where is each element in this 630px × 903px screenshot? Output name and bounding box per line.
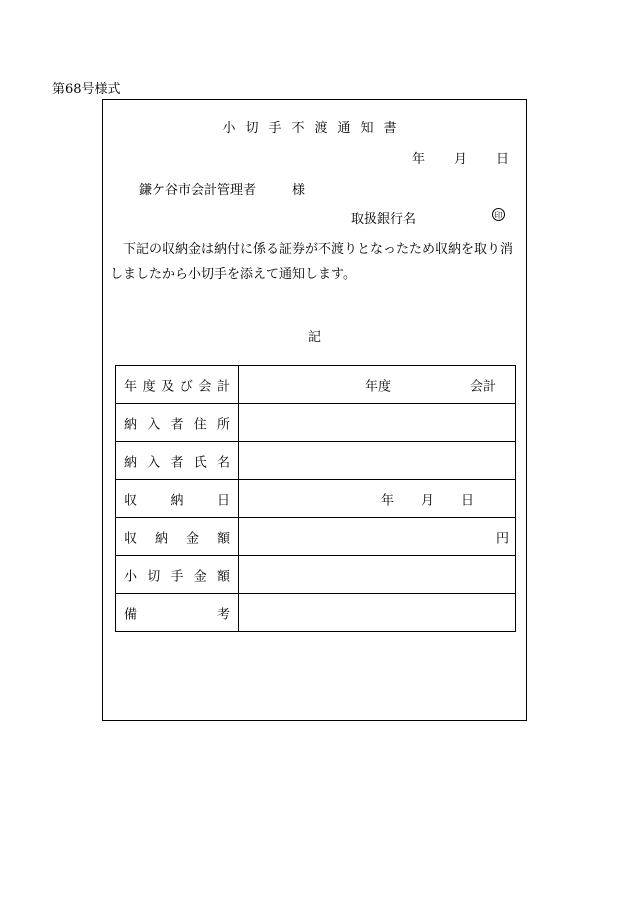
notice-body [110,237,523,287]
row-label-receipt-date: 収 納 日 [116,480,239,518]
remarks-field[interactable] [239,594,516,632]
receipt-day-unit: 日 [461,493,475,508]
date-year-unit: 年 [412,152,426,167]
form-number: 第68号様式 [52,82,121,97]
fiscal-year-field[interactable] [239,366,516,404]
date-month-unit: 月 [454,152,468,167]
row-label-payer-name: 納 入 者 氏 名 [116,442,239,480]
table-row [116,518,516,556]
date-day-unit: 日 [496,152,510,167]
payer-address-field[interactable] [239,404,516,442]
row-label-fiscal-year: 年 度 及 び 会 計 [116,366,239,404]
account-unit: 会計 [470,379,497,394]
ki-heading: 記 [307,330,321,345]
row-label-receipt-amount: 収 納 金 額 [116,518,239,556]
addressee-honorific: 様 [292,183,306,198]
fiscal-year-unit: 年度 [365,379,392,394]
row-label-remarks: 備 考 [116,594,239,632]
notice-body-line-2: しましたから小切手を添えて通知します。 [110,267,356,282]
row-label-payer-address: 納 入 者 住 所 [116,404,239,442]
addressee-name: 鎌ケ谷市会計管理者 [139,183,257,198]
receipt-date-field[interactable] [239,480,516,518]
table-row [116,594,516,632]
payer-name-field[interactable] [239,442,516,480]
receipt-year-unit: 年 [381,493,395,508]
details-table [115,365,516,632]
table-row [116,442,516,480]
table-row [116,404,516,442]
receipt-month-unit: 月 [421,493,435,508]
notice-frame [102,99,527,721]
document-title: 小切手不渡通知書 [222,121,407,136]
table-row [116,480,516,518]
yen-unit: 円 [495,531,509,546]
bank-name-label: 取扱銀行名 [351,212,417,227]
issue-date [412,148,512,167]
seal-mark-icon: 印 [492,208,505,221]
row-label-check-amount: 小 切 手 金 額 [116,556,239,594]
receipt-amount-field[interactable] [239,518,516,556]
notice-body-line-1: 下記の収納金は納付に係る証券が不渡りとなったため収納を取り消 [123,242,514,257]
check-amount-field[interactable] [239,556,516,594]
table-row [116,366,516,404]
table-row [116,556,516,594]
